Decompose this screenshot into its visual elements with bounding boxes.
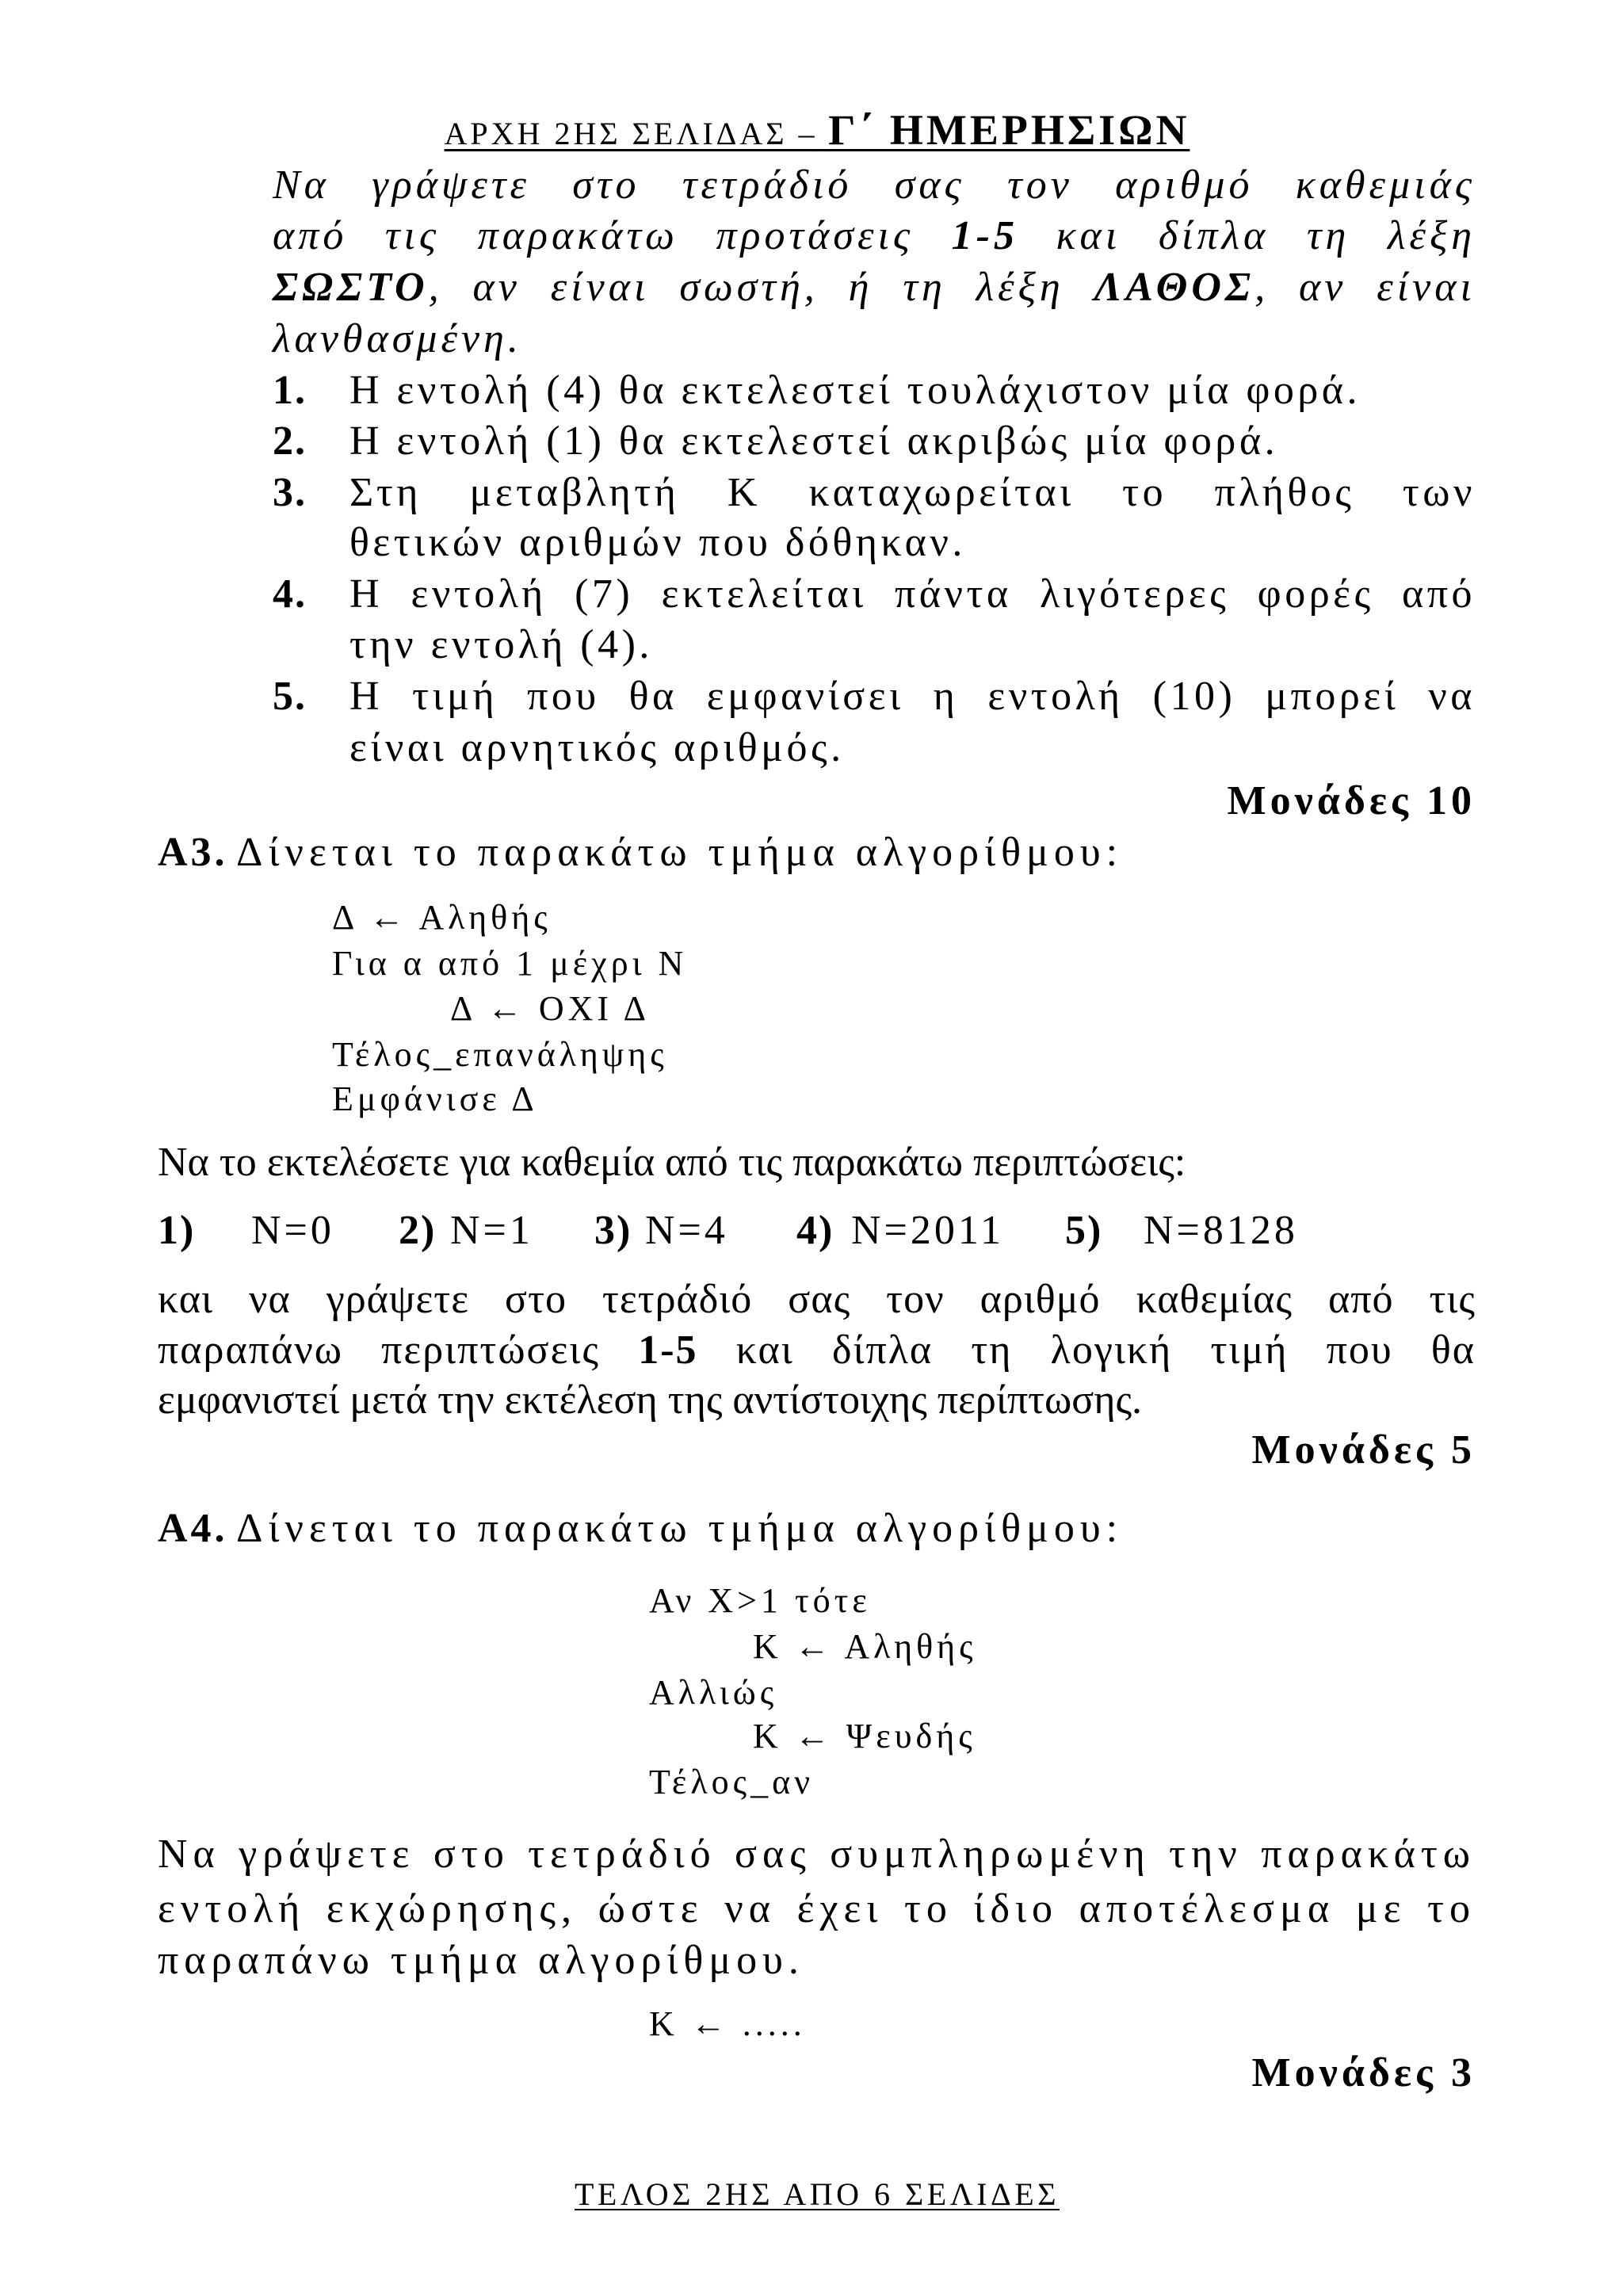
question-a4-task-line-3: παραπάνω τμήμα αλγορίθμου.: [158, 1938, 804, 1983]
statement-text: Η εντολή (1) θα εκτελεστεί ακριβώς μία φορά.: [349, 418, 1279, 464]
keyword-wrong: ΛΑΘΟΣ: [1094, 265, 1255, 310]
keyword-correct: ΣΩΣΤΟ: [273, 265, 429, 310]
question-a4-task-line-2: εντολή εκχώρησης, ώστε να έχει το ίδιο αποτέλεσμα με το: [158, 1886, 1476, 1931]
answer-instructions-line-1: και να γράψετε στο τετράδιό σας τον αριθμό καθεμίας από τις: [158, 1277, 1476, 1322]
statement-range: 1-5: [951, 213, 1018, 258]
case-range: 1-5: [638, 1328, 698, 1373]
code-line: Τέλος_επανάληψης: [332, 1035, 668, 1074]
assignment-template: Κ ← .....: [649, 2004, 806, 2043]
statement-number: 5.: [273, 674, 307, 719]
case-number: 3): [594, 1208, 632, 1253]
instructions-text: και δίπλα τη λέξη: [1056, 213, 1476, 258]
code-line: Αλλιώς: [649, 1673, 778, 1712]
statement-text: Η εντολή (7) εκτελείται πάντα λιγότερες φορές από: [349, 571, 1476, 617]
answer-instructions-text: και δίπλα τη λογική τιμή που θα: [735, 1328, 1476, 1373]
instructions-line-2: [273, 211, 1476, 262]
question-a3-task: Να το εκτελέσετε για καθεμία από τις παρακάτω περιπτώσεις:: [158, 1140, 1186, 1185]
code-line: Αν Χ>1 τότε: [649, 1581, 871, 1620]
statement-number: 1.: [273, 368, 307, 413]
instructions-line-3: [273, 262, 1476, 313]
statement-number: 3.: [273, 470, 307, 515]
code-line: Τέλος_αν: [649, 1763, 815, 1801]
code-line-indented: Κ ← Αληθής: [753, 1627, 977, 1666]
case-number: 1): [158, 1208, 196, 1253]
page-footer: ΤΕΛΟΣ 2ΗΣ ΑΠΟ 6 ΣΕΛΙΔΕΣ: [575, 2176, 1060, 2212]
statement-number: 2.: [273, 418, 307, 464]
statement-text: Στη μεταβλητή Κ καταχωρείται το πλήθος των: [349, 470, 1476, 515]
instructions-line-1: Να γράψετε στο τετράδιό σας τον αριθμό καθεμιάς: [273, 162, 1476, 208]
question-a3-intro: Δίνεται το παρακάτω τμήμα αλγορίθμου:: [236, 830, 1124, 875]
answer-instructions-line-3: εμφανιστεί μετά την εκτέλεση της αντίστοιχης περίπτωσης.: [158, 1377, 1143, 1423]
code-line-indented: Δ ← ΟΧΙ Δ: [450, 989, 650, 1028]
question-a4-task-line-1: Να γράψετε στο τετράδιό σας συμπληρωμένη την παρακάτω: [158, 1832, 1476, 1877]
case-number: 5): [1065, 1208, 1103, 1253]
page-header: [11, 101, 1623, 159]
instructions-text: από τις παρακάτω προτάσεις: [273, 213, 915, 258]
page-header-prefix: ΑΡΧΗ 2ΗΣ ΣΕΛΙΔΑΣ –: [444, 116, 818, 151]
code-line-indented: Κ ← Ψευδής: [753, 1717, 976, 1755]
answer-instructions-text: παραπάνω περιπτώσεις: [158, 1328, 600, 1373]
question-a4-intro: Δίνεται το παρακάτω τμήμα αλγορίθμου:: [236, 1506, 1124, 1551]
statement-text: Η τιμή που θα εμφανίσει η εντολή (10) μπορεί να: [349, 674, 1476, 719]
question-a3-label: Α3.: [158, 830, 228, 875]
statement-text-continued: θετικών αριθμών που δόθηκαν.: [349, 520, 966, 565]
points-a4: Μονάδες 3: [1251, 2050, 1476, 2095]
statement-text: Η εντολή (4) θα εκτελεστεί τουλάχιστον μία φορά.: [349, 368, 1361, 413]
instructions-text: , αν είναι σωστή, ή τη λέξη: [428, 265, 1064, 310]
case-value: Ν=8128: [1144, 1208, 1298, 1253]
statement-number: 4.: [273, 571, 307, 617]
case-value: Ν=2011: [851, 1208, 1004, 1253]
case-value: Ν=0: [251, 1208, 334, 1253]
instructions-text: , αν είναι: [1254, 265, 1476, 310]
case-number: 4): [796, 1208, 834, 1253]
instructions-line-4: λανθασμένη.: [273, 316, 522, 361]
case-value: Ν=1: [450, 1208, 533, 1253]
code-line: Για α από 1 μέχρι Ν: [332, 944, 688, 983]
answer-instructions-line-2: [158, 1325, 1476, 1376]
points-a3: Μονάδες 5: [1251, 1427, 1476, 1473]
question-a4-label: Α4.: [158, 1506, 228, 1551]
points-a2: Μονάδες 10: [1227, 778, 1476, 823]
statement-text-continued: την εντολή (4).: [349, 622, 653, 667]
code-line: Εμφάνισε Δ: [332, 1079, 538, 1118]
case-number: 2): [399, 1208, 437, 1253]
statement-text-continued: είναι αρνητικός αριθμός.: [349, 725, 845, 770]
page-header-title: Γ΄ ΗΜΕΡΗΣΙΩΝ: [828, 106, 1190, 154]
code-line: Δ ← Αληθής: [332, 898, 552, 937]
case-value: Ν=4: [645, 1208, 728, 1253]
